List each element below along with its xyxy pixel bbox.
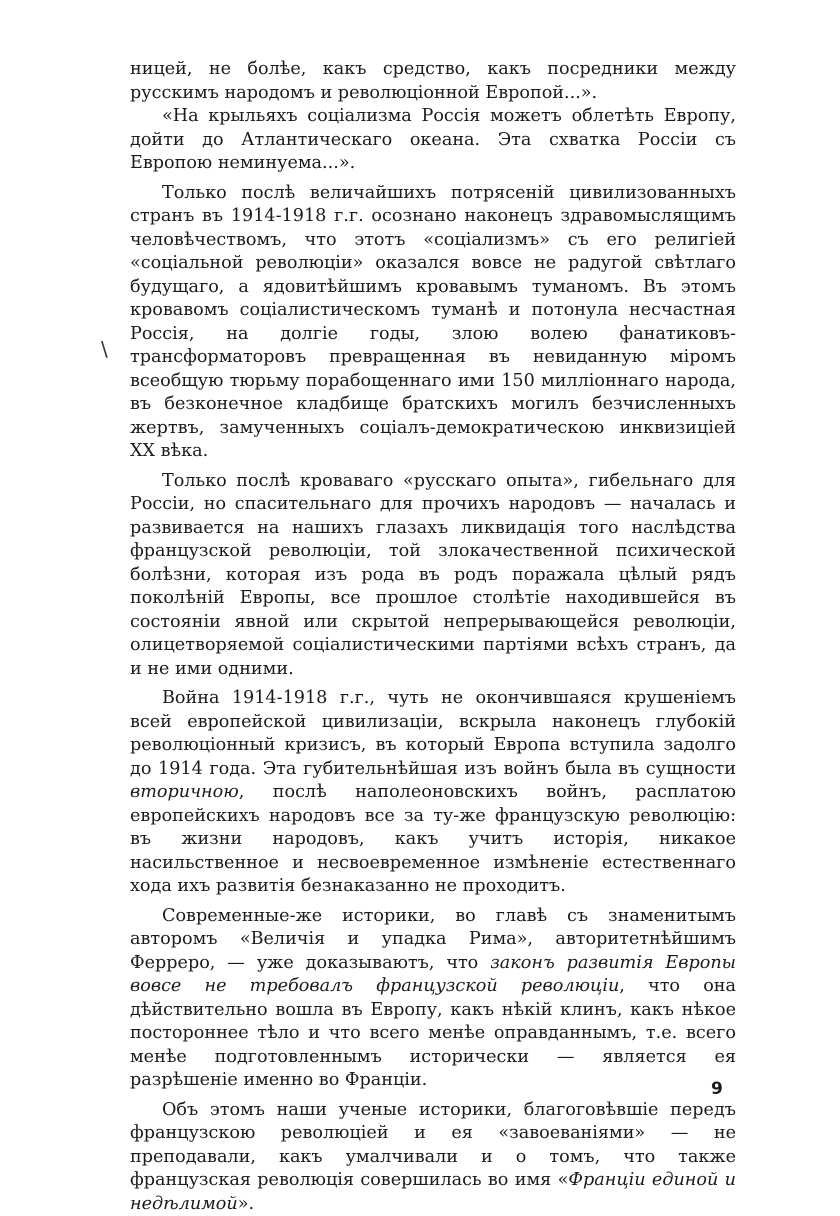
paragraph-6-italic: законъ развитія Европы вовсе не требовалъ французской революціи <box>130 953 736 997</box>
paragraph-7-text-a: Объ этомъ наши ученые историки, благоговѣвшіе передъ французскою революціей и ея «завоеваніями» — не преподавали, какъ умалчивали и о томъ, что также французская революція совершилась во имя « <box>130 1100 736 1191</box>
paragraph-5-italic: вторичною <box>130 782 239 802</box>
paragraph-6-text-b: , что она дѣйствительно вошла въ Европу, какъ нѣкій клинъ, какъ нѣкое постороннее тѣло и что всего менѣе оправданнымъ, т.е. всего менѣе подготовленнымъ исторически — является ея разрѣшеніе именно во Франціи. <box>130 976 736 1090</box>
paragraph-5-text-a: Война 1914-1918 г.г., чуть не окончившаяся крушеніемъ всей европейской цивилизаціи, вскрыла наконецъ глубокій революціонный кризисъ, въ который Европа вступила задолго до 1914 года. Эта губительнѣйшая изъ войнъ была въ сущности <box>130 688 736 779</box>
paragraph-4: Только послѣ кроваваго «русскаго опыта», гибельнаго для Россіи, но спасительнаго для прочихъ народовъ — началась и развивается на нашихъ глазахъ ликвидація того наслѣдства французской революціи, той злокачественной психической болѣзни, которая изъ рода въ родъ поражала цѣлый рядъ поколѣній Европы, все прошлое столѣтіе находившейся въ состояніи явной или скрытой непрерывающейся революціи, олицетворяемой соціалистическими партіями всѣхъ странъ, да и не ими одними. <box>130 470 736 682</box>
paragraph-2: «На крыльяхъ соціализма Россія можетъ облетѣть Европу, дойти до Атлантическаго океана. Эта схватка Россіи съ Европою неминуема...». <box>130 105 736 176</box>
paragraph-7-italic: Франціи единой и недѣлимой <box>130 1170 736 1214</box>
paragraph-3: Только послѣ величайшихъ потрясеній цивилизованныхъ странъ въ 1914-1918 г.г. осознано наконецъ здравомыслящимъ человѣчествомъ, что этотъ «соціализмъ» съ его религіей «соціальной революціи» оказался вовсе не радугой свѣтлаго будущаго, а ядовитѣйшимъ кровавымъ туманомъ. Въ этомъ кровавомъ соціалистическомъ туманѣ и потонула несчастная Россія, на долгіе годы, злою волею фанатиковъ-трансформаторовъ превращенная въ невиданную міромъ всеобщую тюрьму порабощеннаго ими 150 милліоннаго народа, въ безконечное кладбище братскихъ могилъ безчисленныхъ жертвъ, замученныхъ соціалъ-демократическою инквизиціей XX вѣка. <box>130 182 736 464</box>
paragraph-6 <box>130 905 736 1093</box>
paragraph-1: ницей, не болѣе, какъ средство, какъ посредники между русскимъ народомъ и революціонной Европой...». <box>130 58 736 105</box>
page-number: 9 <box>711 1079 723 1099</box>
paragraph-6-text-a: Современные-же историки, во главѣ съ знаменитымъ авторомъ «Величія и упадка Рима», авторитетнѣйшимъ Ферреро, — уже доказываютъ, что <box>130 906 736 973</box>
margin-pencil-mark: \ <box>101 337 108 361</box>
paragraph-5 <box>130 687 736 899</box>
paragraph-5-text-b: , послѣ наполеоновскихъ войнъ, расплатою европейскихъ народовъ все за ту-же французскую революцію: въ жизни народовъ, какъ учитъ исторія, никакое насильственное и несвоевременное измѣненіе естественнаго хода ихъ развитія безнаказанно не проходитъ. <box>130 782 736 896</box>
page-body <box>130 58 736 1216</box>
paragraph-7 <box>130 1099 736 1216</box>
paragraph-7-text-b: ». <box>238 1194 254 1214</box>
